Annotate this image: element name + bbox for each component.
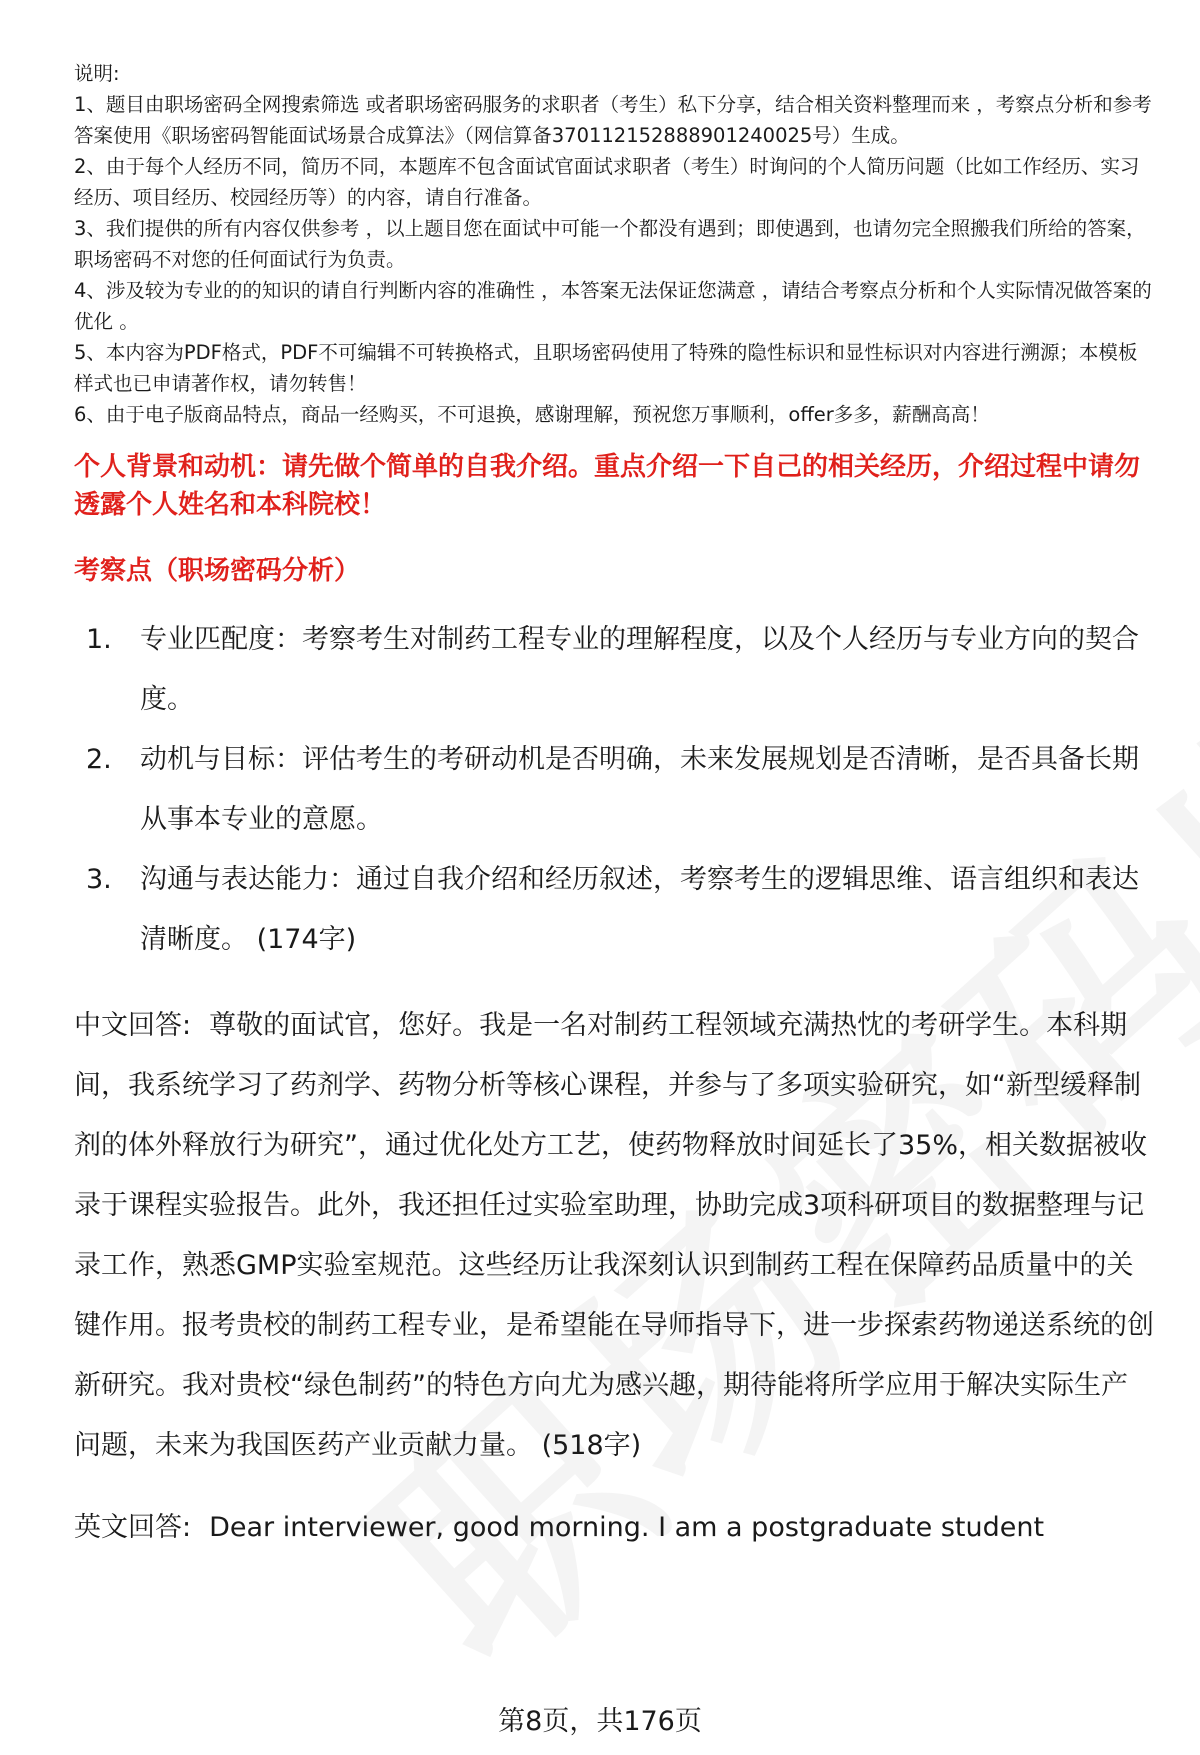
notes-title: 说明:: [74, 62, 120, 85]
english-answer: [74, 1498, 1154, 1558]
chinese-answer: [74, 996, 1154, 1476]
note-item: 6、由于电子版商品特点，商品一经购买，不可退换，感谢理解，预祝您万事顺利，offer多多，薪酬高高！: [74, 403, 990, 426]
english-answer-text: Dear interviewer, good morning. I am a postgraduate student: [209, 1512, 1045, 1543]
point-text: 沟通与表达能力：通过自我介绍和经历叙述，考察考生的逻辑思维、语言组织和表达清晰度。 (174字): [140, 864, 1139, 955]
question-heading: 个人背景和动机：请先做个简单的自我介绍。重点介绍一下自己的相关经历，介绍过程中请勿透露个人姓名和本科院校！: [74, 452, 1141, 520]
note-item: 3、我们提供的所有内容仅供参考 ，以上题目您在面试中可能一个都没有遇到；即使遇到，也请勿完全照搬我们所给的答案，职场密码不对您的任何面试行为负责。: [74, 217, 1146, 271]
point-text: 动机与目标：评估考生的考研动机是否明确，未来发展规划是否清晰，是否具备长期从事本专业的意愿。: [140, 744, 1139, 835]
note-item: 2、由于每个人经历不同，简历不同，本题库不包含面试官面试求职者（考生）时询问的个人简历问题（比如工作经历、实习经历、项目经历、校园经历等）的内容，请自行准备。: [74, 155, 1140, 209]
note-item: 4、涉及较为专业的的知识的请自行判断内容的准确性 ，本答案无法保证您满意 ，请结合考察点分析和个人实际情况做答案的优化 。: [74, 279, 1152, 333]
analysis-heading: 考察点（职场密码分析）: [74, 556, 361, 586]
analysis-point: [74, 610, 1154, 730]
document-page: [74, 58, 1154, 1558]
point-number: 2.: [86, 744, 112, 775]
english-answer-label: 英文回答:: [74, 1512, 192, 1543]
analysis-point: [74, 850, 1154, 970]
point-number: 1.: [86, 624, 112, 655]
point-text: 专业匹配度：考察考生对制药工程专业的理解程度，以及个人经历与专业方向的契合度。: [140, 624, 1139, 715]
analysis-points: [74, 610, 1154, 970]
chinese-answer-text: 尊敬的面试官，您好。我是一名对制药工程领域充满热忱的考研学生。本科期间，我系统学习了药剂学、药物分析等核心课程，并参与了多项实验研究，如“新型缓释制剂的体外释放行为研究”，通过优化处方工艺，使药物释放时间延长了35%，相关数据被收录于课程实验报告。此外，我还担任过实验室助理，协助完成3项科研项目的数据整理与记录工作，熟悉GMP实验室规范。这些经历让我深刻认识到制药工程在保障药品质量中的关键作用。报考贵校的制药工程专业，是希望能在导师指导下，进一步探索药物递送系统的创新研究。我对贵校“绿色制药”的特色方向尤为感兴趣，期待能将所学应用于解决实际生产问题，未来为我国医药产业贡献力量。 (518字): [74, 1010, 1154, 1461]
note-item: 1、题目由职场密码全网搜索筛选 或者职场密码服务的求职者（考生）私下分享，结合相关资料整理而来 ，考察点分析和参考答案使用《职场密码智能面试场景合成算法》（网信算备370112152888901240025号）生成。: [74, 93, 1152, 147]
chinese-answer-label: 中文回答:: [74, 1010, 192, 1041]
analysis-point: [74, 730, 1154, 850]
page-number: 第8页，共176页: [498, 1706, 702, 1737]
point-number: 3.: [86, 864, 112, 895]
notes-section: [74, 58, 1154, 430]
note-item: 5、本内容为PDF格式，PDF不可编辑不可转换格式，且职场密码使用了特殊的隐性标识和显性标识对内容进行溯源；本模板样式也已申请著作权，请勿转售！: [74, 341, 1138, 395]
